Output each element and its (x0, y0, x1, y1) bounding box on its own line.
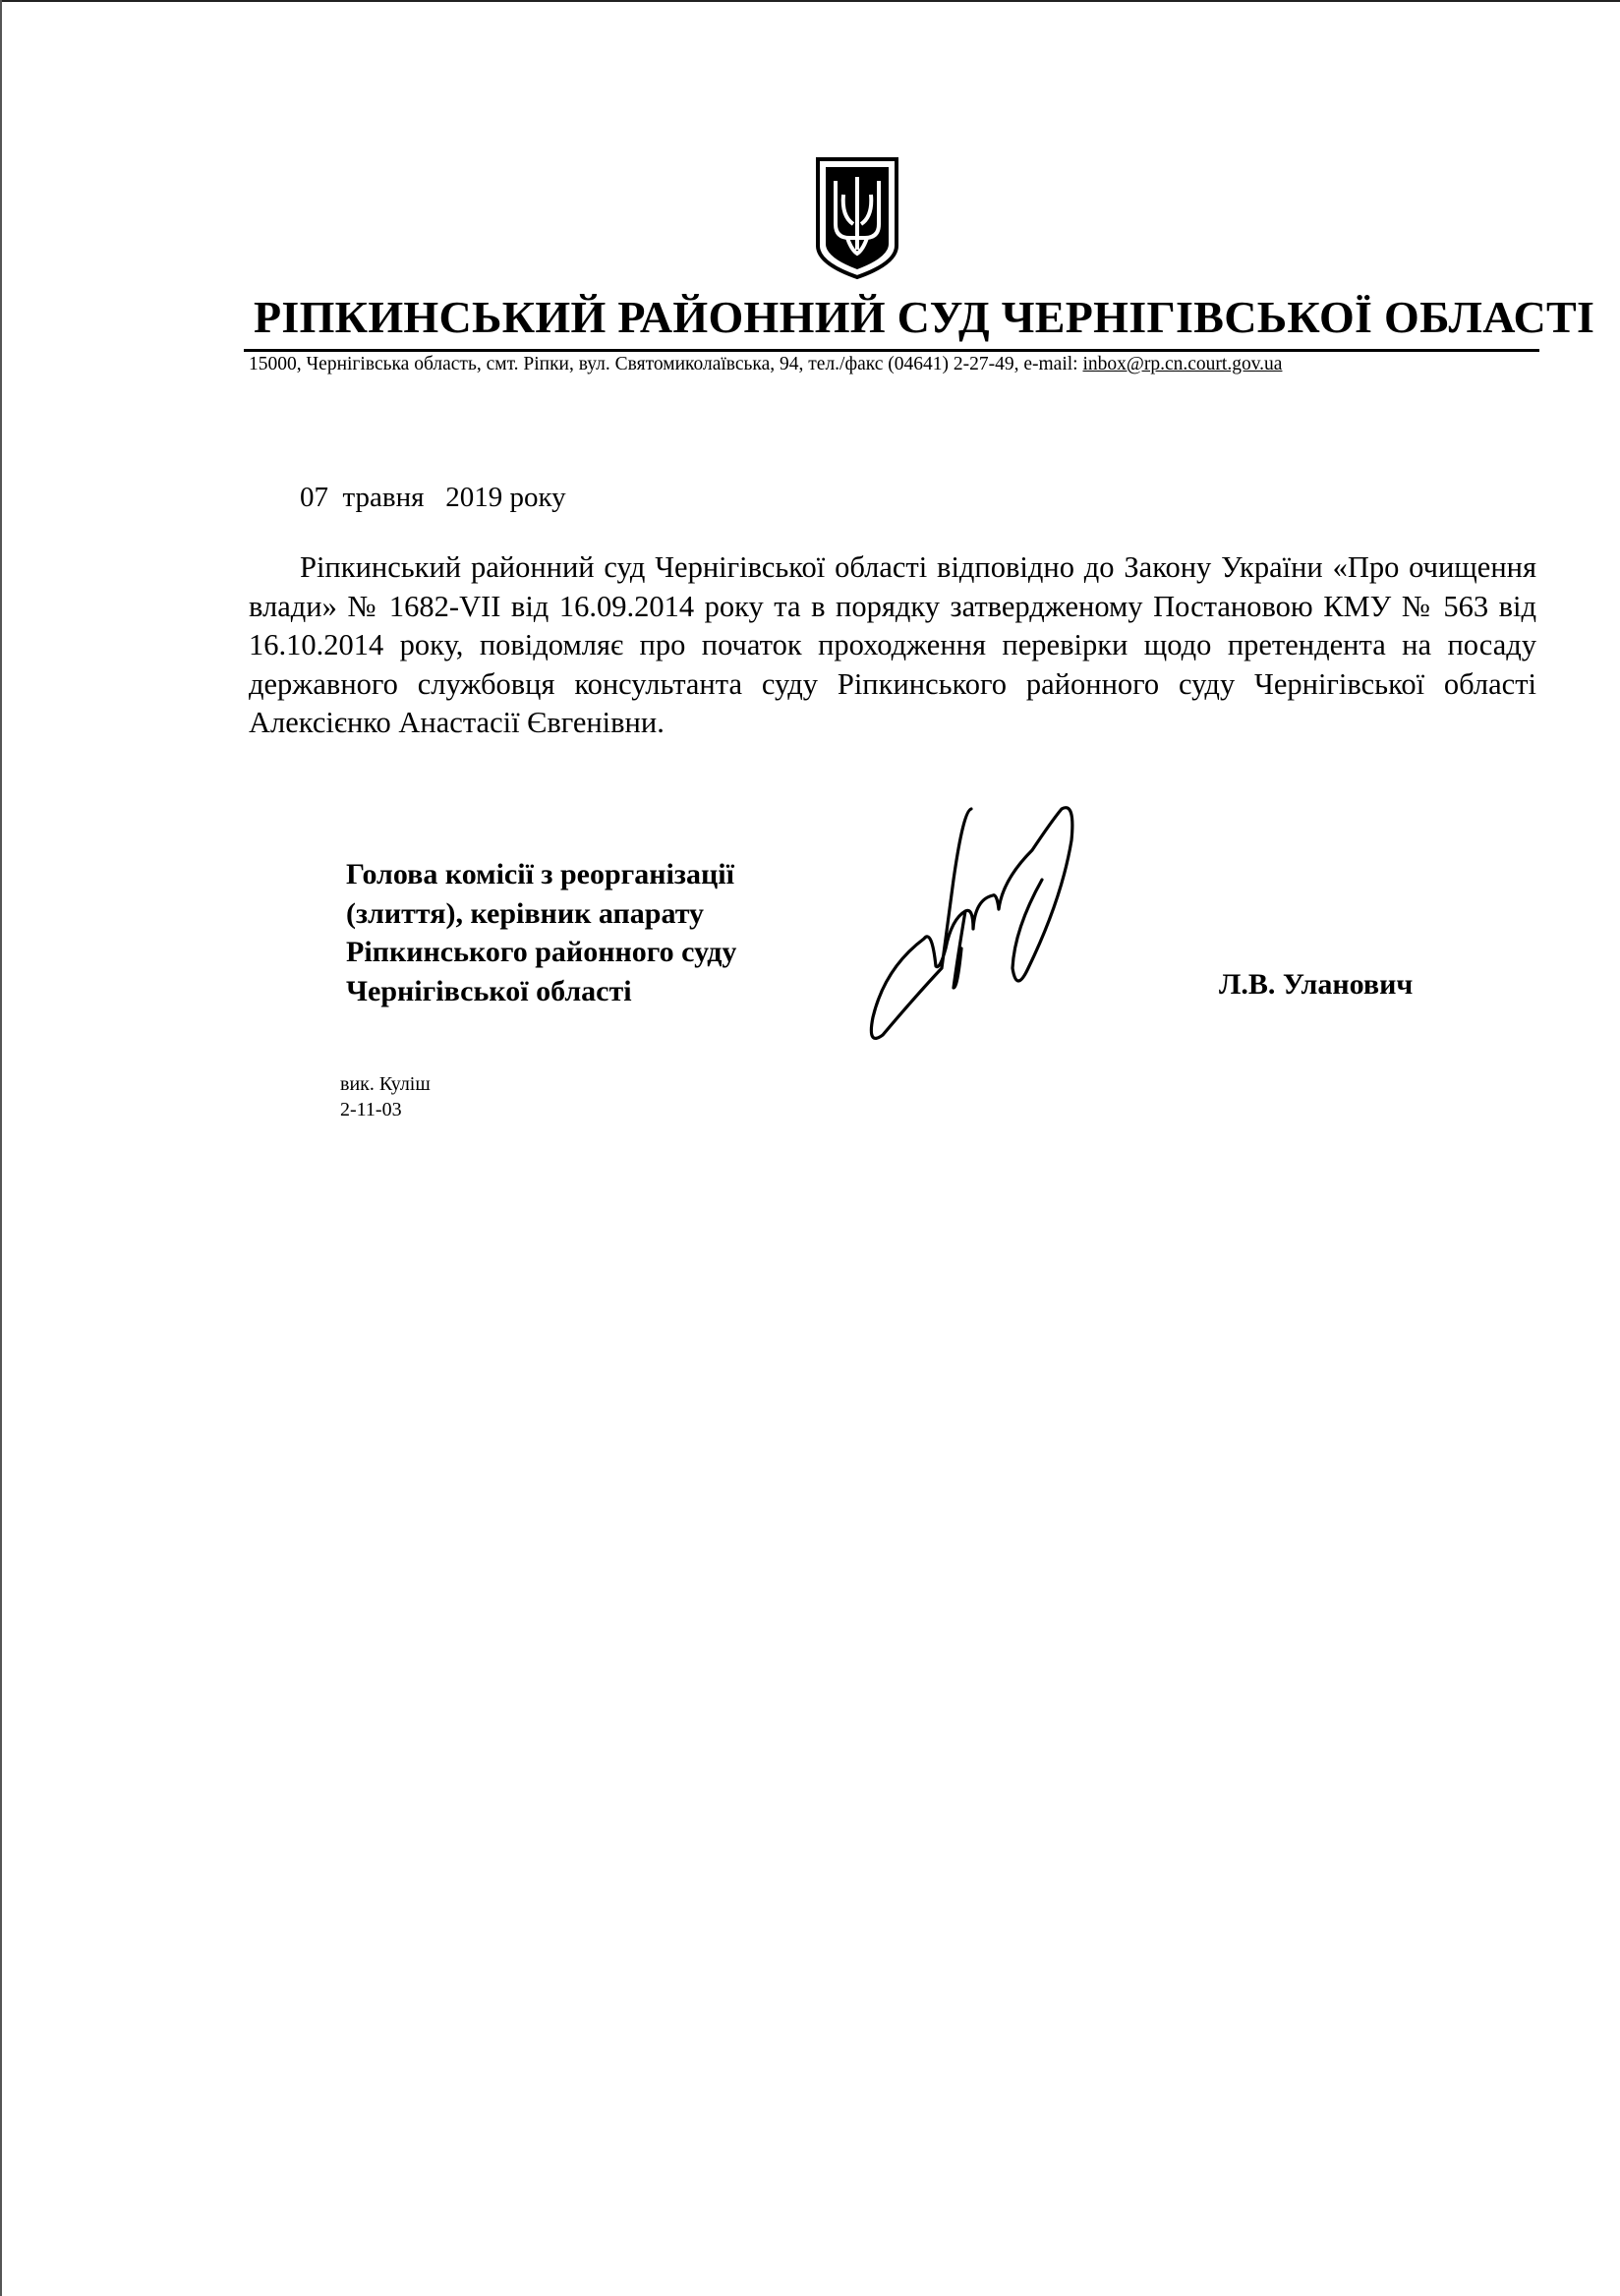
position-line: (злиття), керівник апарату (346, 896, 705, 930)
position-line: Ріпкинського районного суду (346, 936, 737, 968)
executor-info (340, 1071, 431, 1122)
signatory-name: Л.В. Уланович (1219, 968, 1414, 1001)
executor-phone: 2-11-03 (340, 1099, 402, 1120)
court-address (249, 354, 1527, 375)
email-link[interactable]: inbox@rp.cn.court.gov.ua (1082, 354, 1283, 374)
scan-edge-top (0, 0, 1620, 2)
executor-name: вик. Куліш (340, 1073, 431, 1095)
signatory-position (346, 855, 736, 1010)
handwritten-signature (855, 801, 1121, 1047)
coat-of-arms-icon (814, 155, 900, 281)
scan-edge-left (0, 0, 2, 2296)
address-text: 15000, Чернігівська область, смт. Ріпки, вул. Святомиколаївська, 94, тел./факс (04641) 2-27-49, e-mail: (249, 354, 1083, 374)
letter-date: 07 травня 2019 року (300, 482, 566, 513)
body-paragraph: Ріпкинський районний суд Чернігівської області відповідно до Закону України «Про очищення влади» № 1682-VII від 16.09.2014 року та в порядку затвердженому Постановою КМУ № 563 від 16.10.2014 року, повідомляє про початок проходження перевірки щодо претендента на посаду державного службовця консультанта суду Ріпкинського районного суду Чернігівської області Алексієнко Анастасії Євгенівни. (249, 550, 1536, 739)
position-line: Чернігівської області (346, 974, 632, 1007)
header-divider (244, 349, 1539, 352)
court-name-heading: РІПКИНСЬКИЙ РАЙОННИЙ СУД ЧЕРНІГІВСЬКОЇ ОБЛАСТІ (254, 292, 1595, 342)
position-line: Голова комісії з реорганізації (346, 858, 734, 890)
